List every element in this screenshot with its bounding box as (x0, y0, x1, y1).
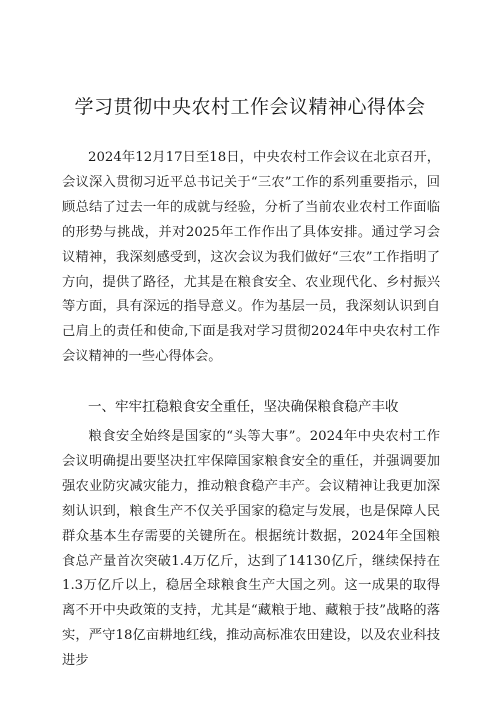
document-title: 学习贯彻中央农村工作会议精神心得体会 (74, 96, 426, 118)
section-heading: 一、牢牢扛稳粮食安全重任，坚决确保粮食稳产丰收 (88, 399, 399, 415)
section-paragraph-text: 粮食安全始终是国家的“头等大事”。2024年中央农村工作会议明确提出要坚决扛牢保障国家粮食安全的重任，并强调要加强农业防灾减灾能力，推动粮食稳产丰产。会议精神让我更加深刻认识到，粮食生产不仅关乎国家的稳定与发展，也是保障人民群众基本生存需要的关键所在。根据统计数据，2024年全国粮食总产量首次突破1.4万亿斤，达到了14130亿斤，继续保持在1.3万亿斤以上，稳居全球粮食生产大国之列。这一成果的取得离不开中央政策的支持，尤其是“藏粮于地、藏粮于技”战略的落实，严守18亿亩耕地红线，推动高标准农田建设，以及农业科技进步 (62, 429, 440, 669)
intro-paragraph (62, 146, 440, 370)
intro-paragraph-text: 2024年12月17日至18日，中央农村工作会议在北京召开，会议深入贯彻习近平总书记关于“三农”工作的系列重要指示，回顾总结了过去一年的成就与经验，分析了当前农业农村工作面临的形势与挑战，并对2025年工作作出了具体安排。通过学习会议精神，我深刻感受到，这次会议为我们做好“三农”工作指明了方向，提供了路径，尤其是在粮食安全、农业现代化、乡村振兴等方面，具有深远的指导意义。作为基层一员，我深刻认识到自己肩上的责任和使命,下面是我对学习贯彻2024年中央农村工作会议精神的一些心得体会。 (62, 150, 440, 365)
section-paragraph (62, 425, 440, 674)
